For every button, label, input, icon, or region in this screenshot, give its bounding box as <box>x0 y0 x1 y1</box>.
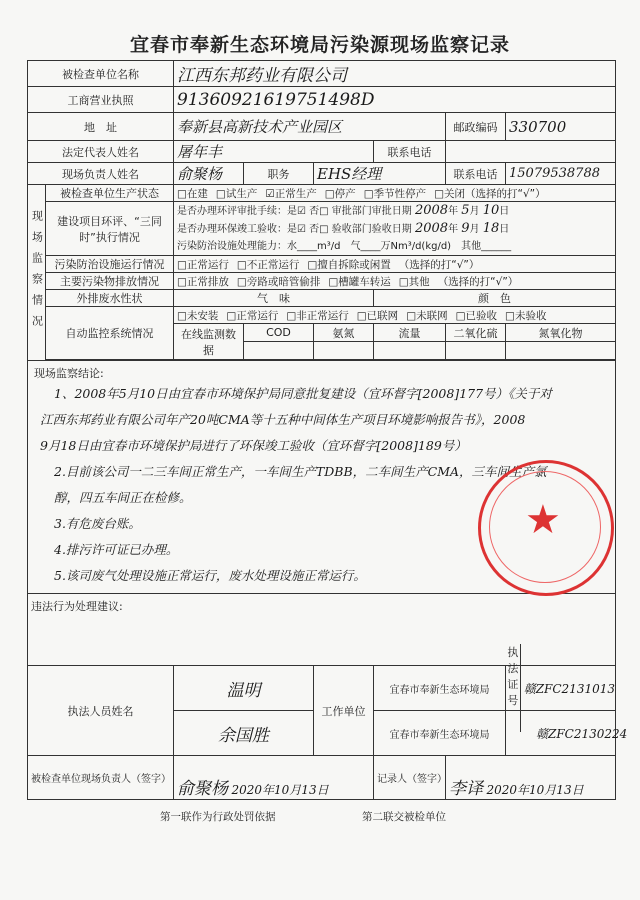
prod-status-options: □在建 □试生产 ☑正常生产 □停产 □季节性停产 □关闭（选择的打“√”） <box>174 185 616 202</box>
side-label: 现场监察情况 <box>28 185 46 361</box>
conclusion-line: 醇，四五车间正在检修。 <box>54 490 192 505</box>
conclusion-line: 1、2008年5月10日由宜春市环境保护局同意批复建设（宜环督字[2008]177号）《关于对 <box>54 386 552 401</box>
site-sign-date: 2020年10月13日 <box>231 783 329 797</box>
label-pollution-facility: 污染防治设施运行情况 <box>46 256 174 273</box>
value-legal-rep: 屠年丰 <box>177 143 223 161</box>
label-unit-name: 被检查单位名称 <box>28 61 174 87</box>
label-license: 工商营业执照 <box>28 87 174 113</box>
official-seal <box>478 460 614 596</box>
seal-star-icon: ★ <box>525 497 561 543</box>
value-site-owner: 俞聚杨 <box>177 165 223 183</box>
value-license: 91360921619751498D <box>177 89 375 110</box>
cert-number: 赣ZFC2131013 <box>523 681 615 696</box>
value-position: EHS经理 <box>317 165 382 183</box>
monitor-col-cod: COD <box>244 324 314 342</box>
eia-block: 是否办理环评审批手续：是☑ 否□ 审批部门审批日期 2008年 5月 10日 是否办理环保竣工验收：是☑ 否□ 验收部门验收日期 2008年 9月 18日 污染防治设施处理能力：水____m³/d 气____万Nm³/d(kg/d) 其他______ <box>174 202 616 256</box>
conclusion-line: 3.有危废台账。 <box>54 516 141 531</box>
label-work-unit: 工作单位 <box>314 666 374 756</box>
value-phone: 15079538788 <box>509 166 600 181</box>
label-enforcer: 执法人员姓名 <box>28 666 174 756</box>
recorder-date: 2020年10月13日 <box>486 783 584 797</box>
label-eia: 建设项目环评、“三同时”执行情况 <box>46 202 174 256</box>
inspection-form <box>27 60 628 800</box>
label-violation: 违法行为处理建议: <box>28 594 616 666</box>
label-discharge: 主要污染物排放情况 <box>46 273 174 290</box>
label-online: 在线监测数据 <box>174 324 244 360</box>
label-recorder: 记录人（签字） <box>374 756 446 800</box>
value-postcode: 330700 <box>509 117 567 136</box>
label-site-sign: 被检查单位现场负责人（签字） <box>28 756 174 800</box>
label-color: 颜 色 <box>374 290 616 307</box>
footer-second-copy: 第二联交被检单位 <box>362 811 446 823</box>
footer-first-copy: 第一联作为行政处罚依据 <box>160 811 276 823</box>
value-unit-name: 江西东邦药业有限公司 <box>177 66 347 86</box>
recorder-name: 李译 <box>449 779 483 799</box>
enforcer-name: 温明 <box>226 680 261 701</box>
label-cert-no: 执法证号 <box>506 644 521 732</box>
label-gas-water: 外排废水性状 <box>46 290 174 307</box>
cert-number: 赣ZFC2130224 <box>536 726 628 741</box>
pollution-facility-options: □正常运行 □不正常运行 □擅自拆除或闲置 （选择的打“√”） <box>174 256 616 273</box>
value-address: 奉新县高新技术产业园区 <box>177 118 343 136</box>
discharge-options: □正常排放 □旁路或暗管偷排 □槽罐车转运 □其他 （选择的打“√”） <box>174 273 616 290</box>
label-legal-rep: 法定代表人姓名 <box>28 141 174 163</box>
label-conclusion: 现场监察结论: <box>34 367 104 380</box>
label-smell: 气 味 <box>174 290 374 307</box>
label-prod-status: 被检查单位生产状态 <box>46 185 174 202</box>
monitor-col-ammonia: 氨氮 <box>314 324 374 342</box>
conclusion-line: 5.该司废气处理设施正常运行，废水处理设施正常运行。 <box>54 568 366 583</box>
work-unit-value: 宜春市奉新生态环境局 <box>374 711 506 756</box>
enforcer-name: 余国胜 <box>218 725 269 746</box>
auto-monitor-options: □未安装 □正常运行 □非正常运行 □已联网 □未联网 □已验收 □未验收 <box>174 307 616 324</box>
label-postcode: 邮政编码 <box>446 113 506 141</box>
label-site-owner: 现场负责人姓名 <box>28 163 174 185</box>
label-contact-phone2: 联系电话 <box>446 163 506 185</box>
monitor-col-nox: 氮氧化物 <box>506 324 616 342</box>
label-contact-phone: 联系电话 <box>374 141 446 163</box>
label-address: 地 址 <box>28 113 174 141</box>
page-title: 宜春市奉新生态环境局污染源现场监察记录 <box>129 34 510 56</box>
conclusion-line: 4.排污许可证已办理。 <box>54 542 179 557</box>
conclusion-line: 江西东邦药业有限公司年产20吨CMA等十五种中间体生产项目环境影响报告书》，2008 <box>40 412 526 427</box>
label-auto-monitor: 自动监控系统情况 <box>46 307 174 360</box>
site-sign-name: 俞聚杨 <box>177 779 228 799</box>
conclusion-line: 2.目前该公司一二三车间正常生产，一车间生产TDBB，二车间生产CMA，三车间生产氯 <box>54 464 547 479</box>
monitor-col-so2: 二氧化硫 <box>446 324 506 342</box>
label-position: 职务 <box>244 163 314 185</box>
conclusion-line: 9月18日由宜春市环境保护局进行了环保竣工验收（宜环督字[2008]189号） <box>40 438 467 453</box>
work-unit-value: 宜春市奉新生态环境局 <box>374 666 506 711</box>
monitor-col-flow: 流量 <box>374 324 446 342</box>
